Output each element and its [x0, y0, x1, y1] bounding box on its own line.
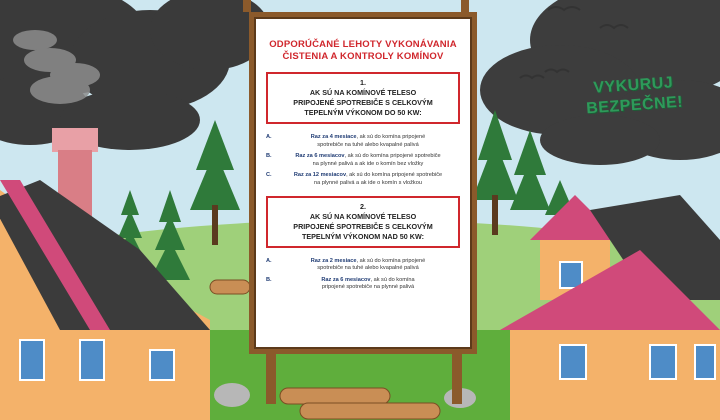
rule-lead: Raz za 4 mesiace — [310, 134, 357, 140]
section-line: PRIPOJENÉ SPOTREBIČE S CELKOVÝM — [293, 98, 433, 107]
section-1-rules — [266, 134, 460, 188]
rule-lead: Raz za 2 mesiace — [310, 257, 357, 264]
rule-letter: C. — [266, 172, 272, 179]
board-title-line2: ČISTENIA A KONTROLY KOMÍNOV — [282, 51, 444, 62]
section-2-rules — [266, 258, 460, 292]
rule-lead: Raz za 6 mesiacov — [321, 276, 371, 283]
section-line: TEPELNÝM VÝKONOM DO 50 KW: — [304, 108, 422, 117]
rule-rest: , ak sú do komína — [370, 276, 415, 283]
section-line: AK SÚ NA KOMÍNOVÉ TELESO — [309, 88, 417, 97]
rule-letter: B. — [266, 276, 272, 283]
rule-text — [276, 172, 460, 187]
rule-line2: spotrebiče na tuhé alebo kvapalné palivá — [317, 265, 419, 272]
rule-item — [266, 134, 460, 149]
rule-item — [266, 172, 460, 187]
rule-lead: Raz za 12 mesiacov — [293, 172, 347, 179]
rule-item — [266, 153, 460, 168]
rule-text — [276, 134, 460, 149]
rule-rest: , ak sú do komína pripojené — [356, 134, 426, 140]
section-1-header — [266, 72, 460, 124]
rule-letter: A. — [266, 257, 272, 264]
slogan-line2: BEZPEČNE! — [585, 93, 684, 118]
info-board — [249, 12, 477, 354]
section-line: AK SÚ NA KOMÍNOVÉ TELESO — [309, 211, 417, 221]
section-number: 1. — [360, 78, 366, 87]
rule-line2: na plynné palivá a ak ide o komín bez vložky — [312, 160, 424, 167]
rule-line2: spotrebiče na tuhé alebo kvapalné palivá — [317, 141, 419, 148]
section-number: 2. — [360, 201, 366, 211]
rule-letter: A. — [266, 134, 272, 140]
rule-text — [276, 258, 460, 273]
rule-item — [266, 258, 460, 273]
rule-rest: , ak sú do komína pripojené spotrebiče — [344, 153, 441, 160]
rule-text — [276, 277, 460, 292]
rule-lead: Raz za 6 mesiacov — [295, 153, 345, 160]
section-2-header — [266, 196, 460, 248]
section-line: TEPELNÝM VÝKONOM NAD 50 KW: — [301, 231, 425, 241]
rule-item — [266, 277, 460, 292]
rule-text — [276, 153, 460, 168]
rule-rest: , ak sú do komína pripojené spotrebiče — [346, 172, 443, 179]
section-line: PRIPOJENÉ SPOTREBIČE S CELKOVÝM — [293, 221, 433, 231]
slogan — [573, 72, 695, 120]
board-title — [266, 39, 460, 63]
rule-line2: na plynné palivá a ak ide o komín s vložkou — [314, 179, 422, 186]
slogan-line1: VYKURUJ — [592, 74, 674, 97]
board-title-line1: ODPORÚČANÉ LEHOTY VYKONÁVANIA — [269, 39, 457, 50]
rule-line2: pripojené spotrebiče na plynné palivá — [321, 284, 415, 291]
rule-rest: , ak sú do komína pripojené — [356, 257, 426, 264]
rule-letter: B. — [266, 153, 272, 160]
